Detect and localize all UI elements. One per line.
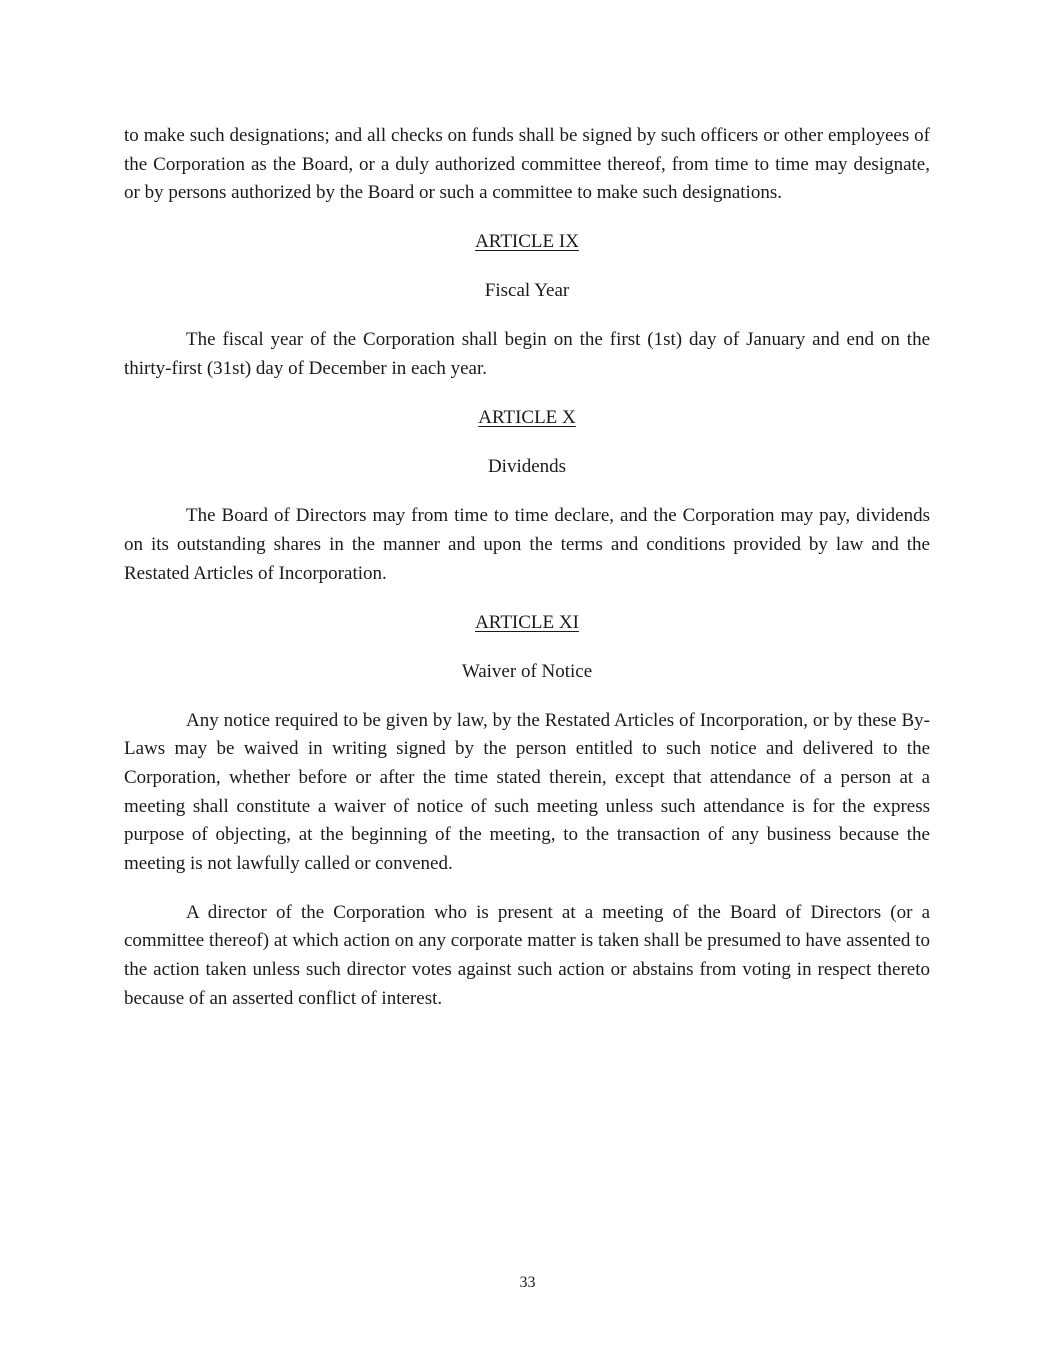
article-x-paragraph: The Board of Directors may from time to time declare, and the Corporation may pay, dividends on its outstanding shares in the manner and upon the terms and conditions provided by law and the Restated Articles of Incorporation.	[124, 505, 930, 584]
article-xi-heading: ARTICLE XI	[475, 611, 579, 633]
article-x-title: Dividends	[487, 456, 567, 478]
article-xi-title: Waiver of Notice	[461, 660, 593, 682]
article-ix-heading: ARTICLE IX	[475, 231, 579, 253]
article-ix-title: Fiscal Year	[484, 280, 570, 302]
article-x-heading: ARTICLE X	[478, 407, 576, 429]
document-body	[124, 122, 930, 1034]
page-number: 33	[519, 1274, 536, 1291]
article-xi-paragraph-1: Any notice required to be given by law, by the Restated Articles of Incorporation, or by these By-Laws may be waived in writing signed by the person entitled to such notice and delivered to the Corporation, whether before or after the time stated therein, except that attendance of a person at a meeting shall constitute a waiver of notice of such meeting unless such attendance is for the express purpose of objecting, at the beginning of the meeting, to the transaction of any business because the meeting is not lawfully called or convened.	[124, 709, 930, 874]
article-xi-paragraph-2: A director of the Corporation who is present at a meeting of the Board of Directors (or a committee thereof) at which action on any corporate matter is taken shall be presumed to have assented to the action taken unless such director votes against such action or abstains from voting in respect thereto because of an asserted conflict of interest.	[124, 901, 930, 1009]
continuation-paragraph: to make such designations; and all checks on funds shall be signed by such officers or other employees of the Corporation as the Board, or a duly authorized committee thereof, from time to time may designate, or by persons authorized by the Board or such a committee to make such designations.	[124, 125, 930, 204]
article-ix-paragraph: The fiscal year of the Corporation shall begin on the first (1st) day of January and end on the thirty-first (31st) day of December in each year.	[124, 329, 930, 380]
